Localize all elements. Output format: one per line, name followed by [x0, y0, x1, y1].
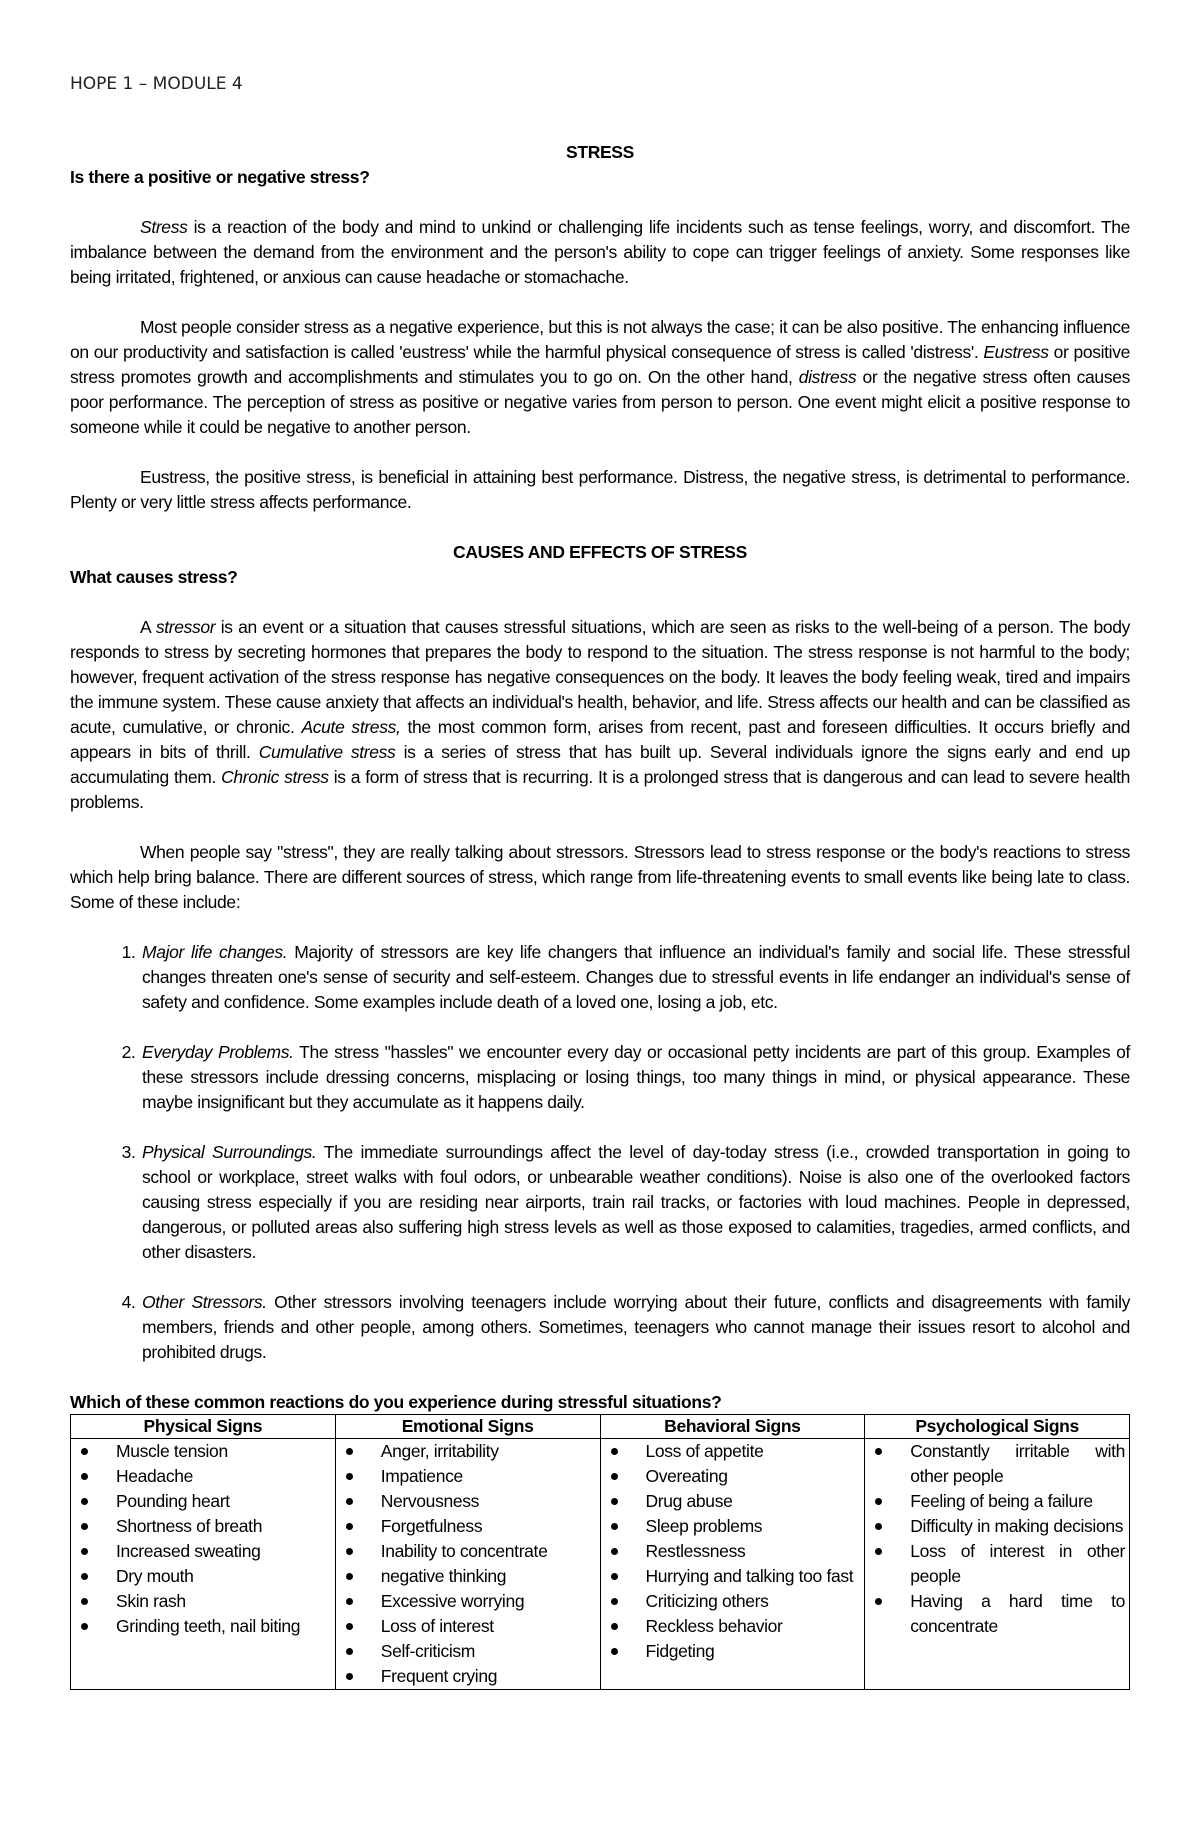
list-item: Anger, irritability [336, 1439, 596, 1464]
bullet-icon [346, 1673, 353, 1680]
section-title-causes-effects: CAUSES AND EFFECTS OF STRESS [453, 542, 747, 562]
term-stress: Stress [140, 217, 188, 237]
list-item: Increased sweating [71, 1539, 331, 1564]
bullet-icon [875, 1523, 882, 1530]
paragraph-stressors-intro: When people say "stress", they are really talking about stressors. Stressors lead to stress response or the body's reactions to stress which help bring balance. There are different sources of stress, which range from life-threatening events to small events like being late to class. Some of these include: [70, 842, 1130, 912]
list-item: Dry mouth [71, 1564, 331, 1589]
term-distress: distress [798, 367, 857, 387]
term-stressor: stressor [155, 617, 216, 637]
term-cumulative-stress: Cumulative stress [258, 742, 396, 762]
header-emotional-signs: Emotional Signs [335, 1415, 600, 1439]
term-chronic-stress: Chronic stress [221, 767, 329, 787]
list-item: Drug abuse [601, 1489, 861, 1514]
bullet-icon [346, 1523, 353, 1530]
header-behavioral-signs: Behavioral Signs [600, 1415, 865, 1439]
question-what-causes: What causes stress? [70, 567, 238, 587]
list-item: 3. Physical Surroundings. The immediate surroundings affect the level of day-today stress (i.e., crowded transportation in going to school or workplace, street walks with foul odors, or unbearable weather conditions). Noise is also one of the overlooked factors causing stress especially if you are residing near airports, train rail tracks, or factories with loud machines. People in depressed, dangerous, or polluted areas also suffering high stress levels as well as those exposed to calamities, tragedies, armed conflicts, and other disasters. [140, 1140, 1130, 1265]
bullet-icon [346, 1623, 353, 1630]
list-item: Inability to concentrate [336, 1539, 596, 1564]
bullet-icon [81, 1498, 88, 1505]
bullet-icon [611, 1498, 618, 1505]
list-item: 4. Other Stressors. Other stressors involving teenagers include worrying about their future, conflicts and disagreements with family members, friends and other people, among others. Sometimes, teenagers who cannot manage their issues resort to alcohol and prohibited drugs. [140, 1290, 1130, 1365]
bullet-icon [346, 1498, 353, 1505]
bullet-icon [611, 1448, 618, 1455]
behavioral-signs-list [601, 1439, 861, 1664]
emotional-signs-cell [335, 1439, 600, 1690]
physical-signs-cell [71, 1439, 336, 1690]
bullet-icon [611, 1548, 618, 1555]
list-item: Loss of interest [336, 1614, 596, 1639]
list-item: negative thinking [336, 1564, 596, 1589]
list-item: Sleep problems [601, 1514, 861, 1539]
bullet-icon [875, 1548, 882, 1555]
list-item: Criticizing others [601, 1589, 861, 1614]
list-item: Fidgeting [601, 1639, 861, 1664]
section-title-stress: STRESS [566, 142, 634, 162]
list-item: Restlessness [601, 1539, 861, 1564]
behavioral-signs-cell [600, 1439, 865, 1690]
list-item: 2. Everyday Problems. The stress "hassles" we encounter every day or occasional petty incidents are part of this group. Examples of these stressors include dressing concerns, misplacing or losing things, too many things in mind, or physical appearance. These maybe insignificant but they accumulate as it happens daily. [140, 1040, 1130, 1115]
term-acute-stress: Acute stress, [301, 717, 401, 737]
bullet-icon [81, 1573, 88, 1580]
list-item: Excessive worrying [336, 1589, 596, 1614]
list-item: Hurrying and talking too fast [601, 1564, 861, 1589]
emotional-signs-list [336, 1439, 596, 1689]
list-item: Muscle tension [71, 1439, 331, 1464]
header-physical-signs: Physical Signs [71, 1415, 336, 1439]
list-item: Headache [71, 1464, 331, 1489]
bullet-icon [346, 1573, 353, 1580]
list-item: Skin rash [71, 1589, 331, 1614]
page-header: HOPE 1 – MODULE 4 [70, 74, 243, 94]
list-item: Loss of appetite [601, 1439, 861, 1464]
list-item: Reckless behavior [601, 1614, 861, 1639]
physical-signs-list [71, 1439, 331, 1639]
list-item: Having a hard time to concentrate [865, 1589, 1125, 1639]
list-item: Nervousness [336, 1489, 596, 1514]
paragraph-stressor: A stressor is an event or a situation that causes stressful situations, which are seen as risks to the well-being of a person. The body responds to stress by secreting hormones that prepares the body to respond to the situation. The stress response is not harmful to the body; however, frequent activation of the stress response has negative consequences on the body. It leaves the body feeling weak, tired and impairs the immune system. These cause anxiety that affects an individual's health, behavior, and life. Stress affects our health and can be classified as acute, cumulative, or chronic. Acute stress, the most common form, arises from recent, past and foreseen difficulties. It occurs briefly and appears in bits of thrill. Cumulative stress is a series of stress that has built up. Several individuals ignore the signs early and end up accumulating them. Chronic stress is a form of stress that is recurring. It is a prolonged stress that is dangerous and can lead to severe health problems. [70, 617, 1131, 812]
bullet-icon [611, 1573, 618, 1580]
term-eustress: Eustress [983, 342, 1049, 362]
psychological-signs-cell [865, 1439, 1130, 1690]
paragraph-performance: Eustress, the positive stress, is beneficial in attaining best performance. Distress, the negative stress, is detrimental to performance. Plenty or very little stress affects performance. [70, 467, 1130, 512]
list-item: Forgetfulness [336, 1514, 596, 1539]
table-question: Which of these common reactions do you experience during stressful situations? [70, 1392, 722, 1412]
bullet-icon [611, 1598, 618, 1605]
paragraph-eustress-distress: Most people consider stress as a negative experience, but this is not always the case; it can be also positive. The enhancing influence on our productivity and satisfaction is called 'eustress' while the harmful physical consequence of stress is called 'distress'. Eustress or positive stress promotes growth and accomplishments and stimulates you to go on. On the other hand, distress or the negative stress often causes poor performance. The perception of stress as positive or negative varies from person to person. One event might elicit a positive response to someone while it could be negative to another person. [70, 317, 1130, 437]
question-positive-negative: Is there a positive or negative stress? [70, 167, 370, 187]
bullet-icon [875, 1448, 882, 1455]
bullet-icon [346, 1648, 353, 1655]
list-item: Loss of interest in other people [865, 1539, 1125, 1589]
stressors-list [70, 940, 1130, 1365]
bullet-icon [346, 1548, 353, 1555]
bullet-icon [81, 1623, 88, 1630]
list-item: Shortness of breath [71, 1514, 331, 1539]
document-body [70, 140, 1130, 1690]
list-item: Pounding heart [71, 1489, 331, 1514]
psychological-signs-list [865, 1439, 1125, 1639]
bullet-icon [346, 1473, 353, 1480]
bullet-icon [875, 1498, 882, 1505]
bullet-icon [611, 1473, 618, 1480]
list-item: Overeating [601, 1464, 861, 1489]
bullet-icon [611, 1623, 618, 1630]
bullet-icon [875, 1598, 882, 1605]
list-item: Impatience [336, 1464, 596, 1489]
list-item: Frequent crying [336, 1664, 596, 1689]
bullet-icon [81, 1598, 88, 1605]
header-psychological-signs: Psychological Signs [865, 1415, 1130, 1439]
bullet-icon [81, 1448, 88, 1455]
bullet-icon [81, 1473, 88, 1480]
list-item: Constantly irritable with other people [865, 1439, 1125, 1489]
bullet-icon [611, 1523, 618, 1530]
signs-table [70, 1414, 1130, 1690]
bullet-icon [81, 1523, 88, 1530]
bullet-icon [611, 1648, 618, 1655]
bullet-icon [346, 1448, 353, 1455]
list-item: 1. Major life changes. Majority of stressors are key life changers that influence an individual's family and social life. These stressful changes threaten one's sense of security and self-esteem. Changes due to stressful events in life endanger an individual's sense of safety and confidence. Some examples include death of a loved one, losing a job, etc. [140, 940, 1130, 1015]
bullet-icon [81, 1548, 88, 1555]
bullet-icon [346, 1598, 353, 1605]
list-item: Feeling of being a failure [865, 1489, 1125, 1514]
list-item: Difficulty in making decisions [865, 1514, 1125, 1539]
list-item: Grinding teeth, nail biting [71, 1614, 331, 1639]
paragraph-stress-definition: Stress is a reaction of the body and mind to unkind or challenging life incidents such as tense feelings, worry, and discomfort. The imbalance between the demand from the environment and the person's ability to cope can trigger feelings of anxiety. Some responses like being irritated, frightened, or anxious can cause headache or stomachache. [70, 217, 1130, 287]
list-item: Self-criticism [336, 1639, 596, 1664]
